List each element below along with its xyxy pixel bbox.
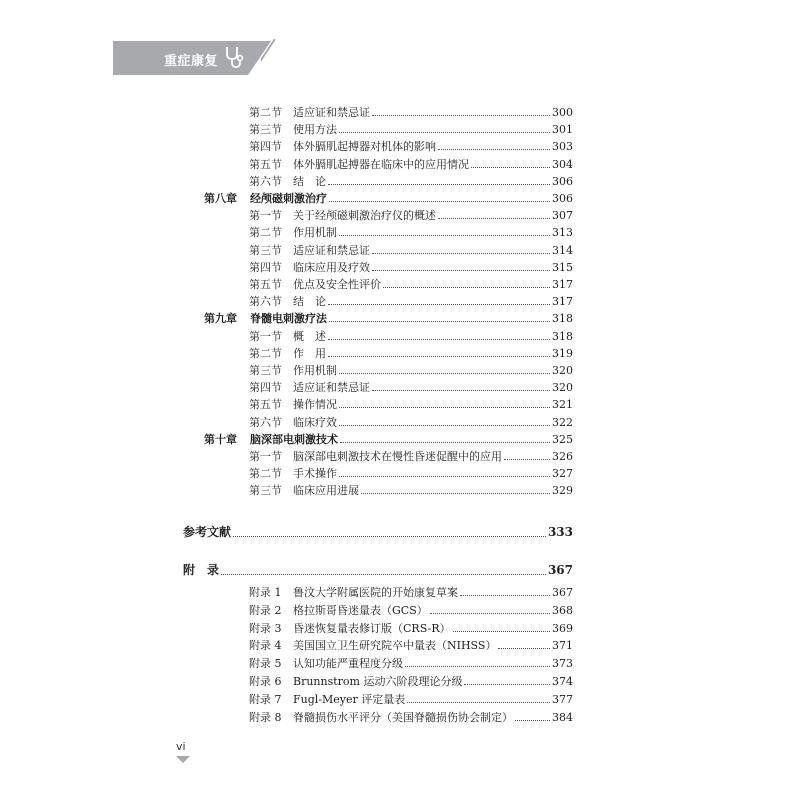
toc-entry-title: 作用机制	[293, 364, 337, 377]
dot-leader	[340, 442, 550, 443]
toc-entry-number: 第一节	[249, 209, 282, 223]
toc-entry-number: 附录 5	[249, 657, 282, 671]
toc-entry-title: 临床疗效	[293, 415, 337, 429]
toc-entry-title: 脊髓电刺激疗法	[250, 312, 327, 326]
toc-entry-page: 367	[547, 563, 573, 577]
toc-entry-number: 附录 3	[249, 621, 282, 635]
toc-entry-page: 315	[552, 260, 573, 274]
toc-entry-title: 经颅磁刺激治疗	[250, 192, 327, 205]
toc-entry-title: 关于经颅磁刺激治疗仪的概述	[293, 209, 436, 223]
toc-section-row[interactable]	[249, 104, 573, 121]
dot-leader	[361, 493, 550, 494]
toc-section-row[interactable]	[249, 224, 573, 241]
toc-entry-title: Fugl-Meyer 评定量表	[293, 692, 406, 706]
toc-entry-number: 第三节	[249, 484, 282, 498]
dot-leader	[438, 218, 550, 219]
page-folio: vi	[176, 740, 186, 753]
toc-section-row[interactable]	[249, 482, 573, 499]
toc-entry-title: 格拉斯哥昏迷量表（GCS）	[293, 603, 428, 617]
toc-entry-number: 附录 8	[249, 710, 282, 724]
toc-section-row[interactable]	[249, 121, 573, 138]
dot-leader	[383, 287, 550, 288]
dot-leader	[339, 373, 550, 374]
dot-leader	[221, 574, 546, 575]
toc-entry-title: 使用方法	[293, 123, 337, 137]
toc-entry-page: 322	[552, 415, 573, 429]
toc-entry-title: 概 述	[293, 329, 326, 343]
toc-entry-page: 369	[552, 621, 573, 635]
toc-entry-number: 第四节	[249, 260, 282, 274]
toc-entry-number: 第二节	[249, 467, 282, 481]
dot-leader	[464, 684, 550, 685]
toc-entry-page: 367	[552, 586, 573, 599]
toc-entry-page: 320	[552, 364, 573, 377]
toc-entry-page: 368	[552, 603, 573, 617]
toc-entry-number: 第十章	[204, 432, 237, 446]
toc-entry-number: 第五节	[249, 278, 282, 291]
toc-entry-title: 附 录	[183, 563, 220, 577]
toc-entry-page: 374	[552, 675, 573, 688]
dot-leader	[471, 167, 550, 168]
toc-entry-title: 昏迷恢复量表修订版（CRS-R）	[293, 621, 451, 635]
toc-entry-page: 371	[552, 639, 573, 653]
dot-leader	[329, 201, 550, 202]
toc-entry-title: 结 论	[293, 174, 326, 188]
toc-entry-title: 脊髓损伤水平评分（美国脊髓损伤协会制定）	[293, 710, 513, 724]
toc-entry-page: 317	[552, 278, 573, 291]
dot-leader	[504, 459, 550, 460]
dot-leader	[498, 648, 550, 649]
toc-section-row[interactable]	[249, 379, 573, 396]
dot-leader	[329, 321, 550, 322]
toc-entry-number: 附录 2	[249, 603, 282, 617]
dot-leader	[407, 702, 550, 703]
dot-leader	[328, 304, 550, 305]
toc-entry-title: 临床应用及疗效	[293, 260, 370, 274]
toc-entry-number: 第六节	[249, 295, 282, 309]
toc-appendix-item-row[interactable]	[249, 709, 573, 726]
toc-entry-page: 317	[552, 295, 573, 309]
dot-leader	[339, 407, 550, 408]
toc-entry-title: 作用机制	[293, 226, 337, 240]
toc-entry-number: 第三节	[249, 364, 282, 377]
toc-entry-title: 结 论	[293, 295, 326, 309]
dot-leader	[453, 631, 550, 632]
toc-entry-page: 307	[552, 209, 573, 223]
toc-entry-number: 第八章	[204, 192, 237, 205]
toc-entry-title: 适应证和禁忌证	[293, 106, 370, 119]
header-title: 重症康复	[164, 54, 219, 69]
toc-entry-number: 附录 7	[249, 692, 282, 706]
toc-section-row[interactable]	[249, 328, 573, 345]
toc-entry-title: 适应证和禁忌证	[293, 243, 370, 257]
toc-entry-title: 脑深部电刺激技术在慢性昏迷促醒中的应用	[293, 450, 502, 463]
dot-leader	[372, 253, 550, 254]
toc-appendix-row[interactable]	[183, 560, 573, 580]
toc-entry-number: 第四节	[249, 140, 282, 154]
toc-entry-page: 333	[547, 525, 573, 539]
toc-section-row[interactable]	[249, 414, 573, 431]
dot-leader	[339, 476, 550, 477]
toc-appendix-item-row[interactable]	[249, 620, 573, 637]
toc-entry-page: 314	[552, 243, 573, 257]
dot-leader	[515, 720, 550, 721]
toc-entry-page: 300	[552, 106, 573, 119]
toc-entry-title: 适应证和禁忌证	[293, 381, 370, 395]
toc-entry-title: Brunnstrom 运动六阶段理论分级	[293, 675, 463, 688]
toc-entry-page: 304	[552, 157, 573, 171]
toc-entry-number: 第三节	[249, 123, 282, 137]
toc-entry-page: 384	[552, 710, 573, 724]
toc-section-row[interactable]	[249, 276, 573, 293]
toc-entry-number: 第五节	[249, 398, 282, 412]
toc-entry-number: 第一节	[249, 450, 282, 463]
dot-leader	[328, 184, 550, 185]
toc-entry-page: 306	[552, 174, 573, 188]
dot-leader	[339, 425, 550, 426]
toc-entry-title: 美国国立卫生研究院卒中量表（NIHSS）	[293, 639, 497, 653]
toc-appendix-item-row[interactable]	[249, 637, 573, 654]
toc-entry-number: 第二节	[249, 106, 282, 119]
toc-entry-page: 301	[552, 123, 573, 137]
toc-entry-title: 操作情况	[293, 398, 337, 412]
toc-chapter-row[interactable]	[204, 310, 573, 327]
toc-entry-number: 第二节	[249, 346, 282, 360]
toc-entry-title: 体外膈肌起搏器对机体的影响	[293, 140, 436, 154]
toc-entry-page: 327	[552, 467, 573, 481]
toc-chapter-row[interactable]	[204, 431, 573, 448]
toc-section-row[interactable]	[249, 448, 573, 465]
toc-chapter-row[interactable]	[204, 190, 573, 207]
toc-appendix-item-row[interactable]	[249, 584, 573, 601]
toc-entry-page: 373	[552, 657, 573, 671]
dot-leader	[438, 149, 550, 150]
toc-section-row[interactable]	[249, 293, 573, 310]
toc-entry-title: 临床应用进展	[293, 484, 359, 498]
toc-appendix-item-row[interactable]	[249, 602, 573, 619]
toc-entry-page: 318	[552, 312, 573, 326]
toc-section-row[interactable]	[249, 173, 573, 190]
toc-section-row[interactable]	[249, 156, 573, 173]
toc-entry-number: 第六节	[249, 415, 282, 429]
toc-references-row[interactable]	[183, 522, 573, 542]
toc-entry-number: 第五节	[249, 157, 282, 171]
toc-entry-number: 第四节	[249, 381, 282, 395]
toc-section-row[interactable]	[249, 207, 573, 224]
toc-entry-page: 306	[552, 192, 573, 205]
dot-leader	[233, 536, 546, 537]
toc-entry-title: 优点及安全性评价	[293, 278, 381, 291]
toc-entry-page: 326	[552, 450, 573, 463]
toc-entry-page: 319	[552, 346, 573, 360]
toc-entry-page: 329	[552, 484, 573, 498]
toc-entry-title: 手术操作	[293, 467, 337, 481]
toc-appendix-item-row[interactable]	[249, 655, 573, 672]
toc-entry-title: 认知功能严重程度分级	[293, 657, 403, 671]
toc-section-row[interactable]	[249, 396, 573, 413]
toc-section-row[interactable]	[249, 362, 573, 379]
toc-entry-number: 附录 4	[249, 639, 282, 653]
toc-entry-title: 鲁汶大学附属医院的开始康复草案	[293, 586, 458, 599]
toc-entry-page: 325	[552, 432, 573, 446]
toc-entry-page: 303	[552, 140, 573, 154]
toc-section-row[interactable]	[249, 259, 573, 276]
dot-leader	[460, 595, 550, 596]
toc-entry-number: 附录 1	[249, 586, 282, 599]
toc-entry-number: 附录 6	[249, 675, 282, 688]
dot-leader	[372, 390, 550, 391]
dot-leader	[372, 115, 550, 116]
toc-entry-title: 作 用	[293, 346, 326, 360]
toc-entry-page: 313	[552, 226, 573, 240]
dot-leader	[339, 235, 550, 236]
toc-entry-number: 第三节	[249, 243, 282, 257]
dot-leader	[339, 132, 550, 133]
toc-section-row[interactable]	[249, 138, 573, 155]
toc-section-row[interactable]	[249, 242, 573, 259]
toc-entry-title: 体外膈肌起搏器在临床中的应用情况	[293, 157, 469, 171]
toc-entry-number: 第二节	[249, 226, 282, 240]
toc-entry-number: 第九章	[204, 312, 237, 326]
dot-leader	[430, 613, 550, 614]
toc-entry-page: 321	[552, 398, 573, 412]
toc-appendix-item-row[interactable]	[249, 691, 573, 708]
toc-entry-page: 377	[552, 692, 573, 706]
dot-leader	[405, 666, 550, 667]
toc-entry-number: 第一节	[249, 329, 282, 343]
folio-triangle-icon	[176, 756, 190, 764]
dot-leader	[328, 339, 550, 340]
toc-section-row[interactable]	[249, 345, 573, 362]
toc-appendix-item-row[interactable]	[249, 673, 573, 690]
toc-entry-title: 参考文献	[183, 525, 232, 539]
toc-entry-title: 脑深部电刺激技术	[250, 432, 338, 446]
toc-entry-number: 第六节	[249, 174, 282, 188]
toc-entry-page: 320	[552, 381, 573, 395]
toc-section-row[interactable]	[249, 465, 573, 482]
dot-leader	[328, 356, 550, 357]
dot-leader	[372, 270, 550, 271]
toc-entry-page: 318	[552, 329, 573, 343]
